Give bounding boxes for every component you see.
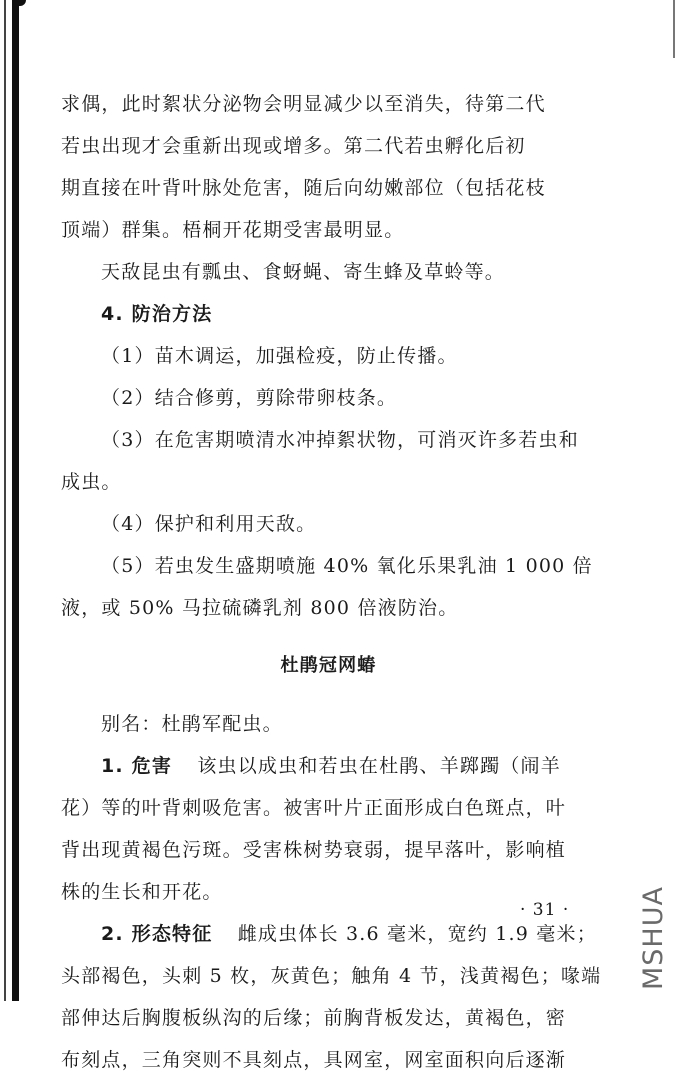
continued-paragraph	[61, 83, 596, 251]
text-line: 若虫出现才会重新出现或增多。第二代若虫孵化后初	[61, 135, 526, 157]
text-line: 花）等的叶背刺吸危害。被害叶片正面形成白色斑点，叶	[61, 797, 567, 819]
text-line: 雌成虫体长 3.6 毫米，宽约 1.9 毫米；	[237, 923, 597, 945]
morphology-paragraph	[61, 913, 602, 1081]
page-number: · 31 ·	[520, 900, 570, 920]
book-spine-corner	[12, 0, 26, 6]
text-line: 该虫以成虫和若虫在杜鹃、羊踯躅（闹羊	[197, 755, 561, 777]
text-line: 株的生长和开花。	[61, 881, 223, 903]
text-line: 部伸达后胸腹板纵沟的后缘；前胸背板发达，黄褐色，密	[61, 1007, 567, 1029]
control-item: （1）苗木调运，加强检疫，防止传播。	[101, 345, 458, 367]
natural-enemies-paragraph: 天敌昆虫有瓢虫、食蚜蝇、寄生蜂及草蛉等。	[101, 261, 506, 283]
watermark: MSHUA	[638, 886, 669, 990]
scan-edge-mark	[673, 0, 675, 58]
control-item-continued: 成虫。	[61, 471, 122, 493]
scan-edge-line	[4, 0, 6, 1001]
control-item: （2）结合修剪，剪除带卵枝条。	[101, 387, 398, 409]
text-line: 背出现黄褐色污斑。受害株树势衰弱，提早落叶，影响植	[61, 839, 567, 861]
morphology-label: 2. 形态特征	[101, 923, 213, 945]
text-line: 求偶，此时絮状分泌物会明显减少以至消失，待第二代	[61, 93, 546, 115]
control-methods-heading: 4. 防治方法	[101, 303, 213, 325]
control-item: （5）若虫发生盛期喷施 40% 氧化乐果乳油 1 000 倍	[101, 555, 593, 577]
control-item-continued: 液，或 50% 马拉硫磷乳剂 800 倍液防治。	[61, 597, 459, 619]
control-item: （3）在危害期喷清水冲掉絮状物，可消灭许多若虫和	[101, 429, 579, 451]
section-title: 杜鹃冠网蝽	[280, 655, 377, 676]
control-item: （4）保护和利用天敌。	[101, 513, 317, 535]
book-spine-border	[12, 0, 19, 1001]
text-line: 布刻点，三角突则不具刻点，具网室，网室面积向后逐渐	[61, 1049, 567, 1071]
control-methods-list	[61, 335, 596, 629]
harm-label: 1. 危害	[101, 755, 173, 777]
harm-paragraph	[61, 745, 596, 913]
text-line: 头部褐色，头刺 5 枚，灰黄色；触角 4 节，浅黄褐色；喙端	[61, 965, 602, 987]
text-line: 顶端）群集。梧桐开花期受害最明显。	[61, 219, 405, 241]
text-line: 期直接在叶背叶脉处危害，随后向幼嫩部位（包括花枝	[61, 177, 546, 199]
book-page	[61, 83, 602, 1081]
alias-line: 别名：杜鹃军配虫。	[101, 713, 283, 735]
